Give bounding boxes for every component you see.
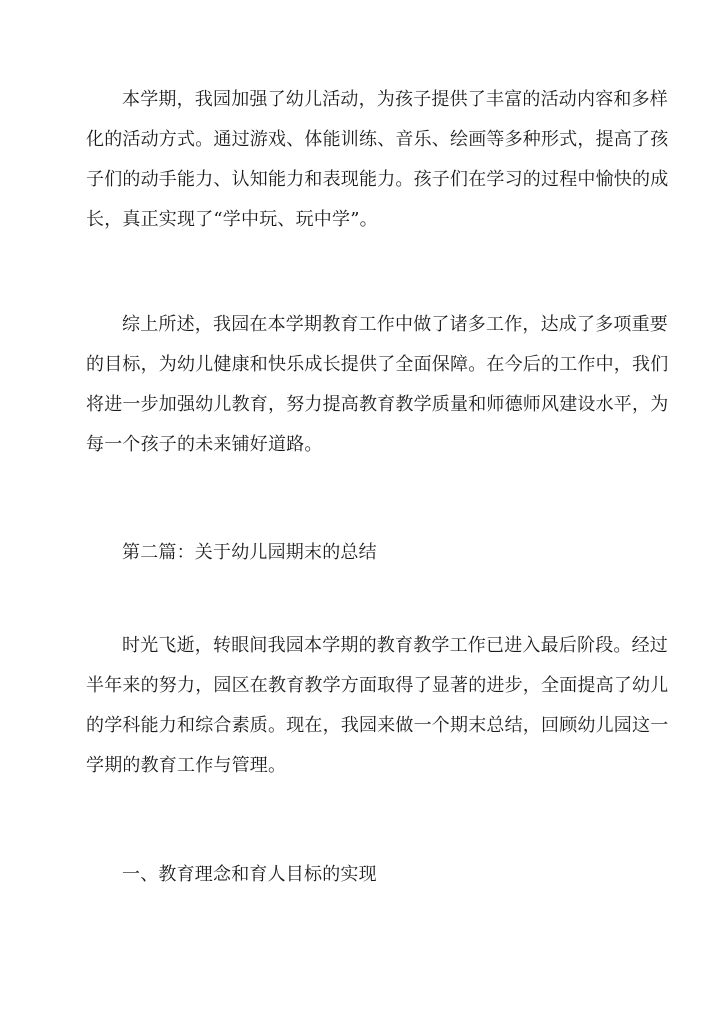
text-line: 学期的教育工作与管理。 — [86, 755, 287, 776]
text-line: 时光飞逝，转眼间我园本学期的教育教学工作已进入最后阶段。经过 — [122, 635, 668, 656]
paragraph-activities — [86, 80, 669, 240]
text-line: 的学科能力和综合素质。现在，我园来做一个期末总结，回顾幼儿园这一 — [86, 715, 669, 736]
paragraph-summary — [86, 305, 669, 465]
text-line: 长，真正实现了“学中玩、玩中学”。 — [86, 209, 378, 230]
text-line: 子们的动手能力、认知能力和表现能力。孩子们在学习的过程中愉快的成 — [86, 169, 669, 190]
section-heading-part-two — [86, 533, 634, 573]
text-line: 化的活动方式。通过游戏、体能训练、音乐、绘画等多种形式，提高了孩 — [86, 129, 669, 150]
section-heading-one — [86, 855, 634, 895]
text-line: 半年来的努力，园区在教育教学方面取得了显著的进步，全面提高了幼儿 — [86, 675, 669, 696]
text-line: 综上所述，我园在本学期教育工作中做了诸多工作，达成了多项重要 — [122, 314, 668, 335]
text-line: 每一个孩子的未来铺好道路。 — [86, 434, 323, 455]
paragraph-semester-intro — [86, 626, 669, 786]
heading-line: 一、教育理念和育人目标的实现 — [122, 864, 377, 885]
text-line: 本学期，我园加强了幼儿活动，为孩子提供了丰富的活动内容和多样 — [122, 89, 668, 110]
heading-line: 第二篇：关于幼儿园期末的总结 — [122, 542, 377, 563]
text-line: 将进一步加强幼儿教育，努力提高教育教学质量和师德师风建设水平，为 — [86, 394, 669, 415]
text-line: 的目标，为幼儿健康和快乐成长提供了全面保障。在今后的工作中，我们 — [86, 354, 669, 375]
